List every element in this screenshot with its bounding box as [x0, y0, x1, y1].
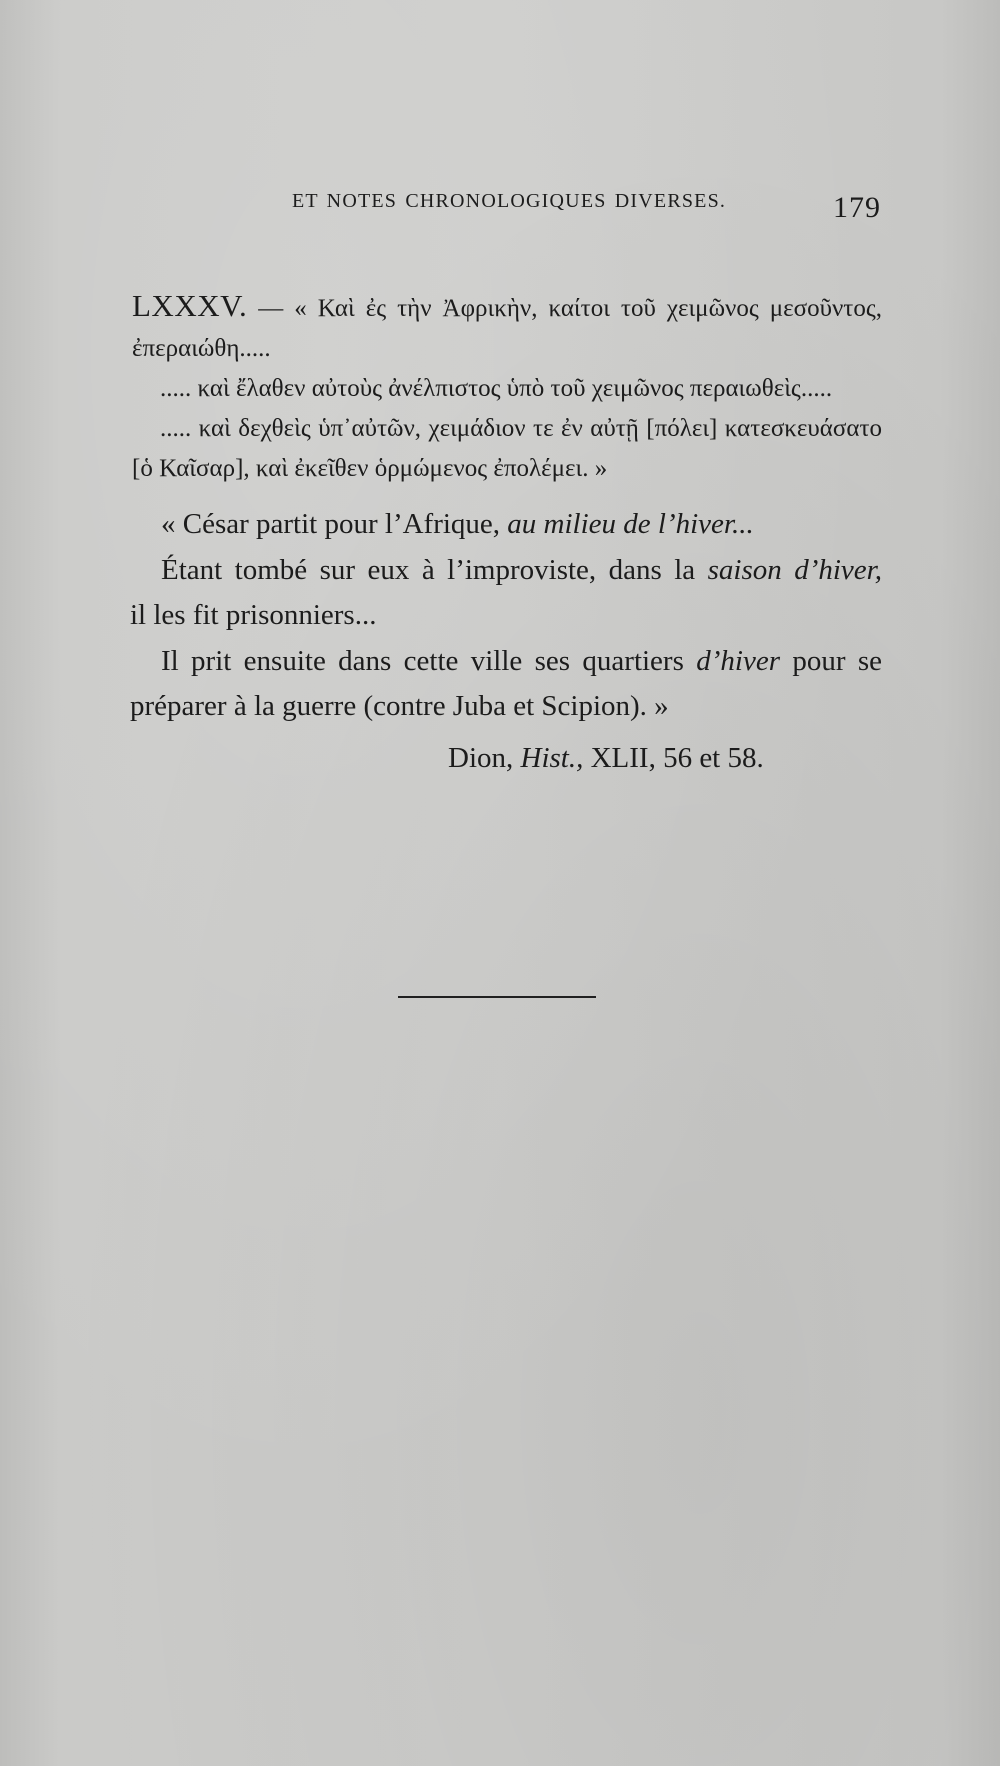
french-text-2: Étant tombé sur eux à l’improviste, dans la	[161, 553, 708, 586]
greek-line-4: ..... καὶ δεχθεὶς ὑπ᾽αὐτῶν, χειμάδιον τε ἐν αὐτῇ [πόλει] κατεσκευάσατο	[160, 415, 882, 442]
citation-work: Hist.,	[520, 741, 584, 774]
page-number: 179	[833, 191, 881, 224]
french-line-3: il les fit prisonniers...	[130, 599, 377, 631]
greek-line-3: ..... καὶ ἔλαθεν αὐτοὺς ἀνέλπιστος ὑπὸ τοῦ χειμῶνος περαιωθεὶς.....	[160, 375, 833, 402]
french-line-5: préparer à la guerre (contre Juba et Scipion). »	[130, 690, 669, 722]
french-translation	[130, 502, 882, 781]
french-line-4	[130, 639, 882, 685]
french-italic-2: saison d’hiver,	[707, 553, 882, 586]
french-line-1	[130, 502, 882, 548]
french-text-4b: pour se	[779, 644, 882, 677]
section-label: LXXXV.	[132, 288, 248, 323]
french-italic-4: d’hiver	[696, 644, 780, 677]
end-rule	[398, 996, 596, 998]
french-italic-1: au milieu de l’hiver...	[507, 508, 754, 540]
french-text-1: « César partit pour l’Afrique,	[161, 508, 508, 540]
greek-line-2: ἐπεραιώθη.....	[132, 335, 271, 362]
greek-text-1: — « Καὶ ἐς τὴν Ἀφρικὴν, καίτοι τοῦ χειμῶνος μεσοῦντος,	[258, 295, 882, 322]
french-line-2	[130, 548, 882, 594]
greek-line-5: [ὁ Καῖσαρ], καὶ ἐκεῖθεν ὁρμώμενος ἐπολέμει. »	[132, 455, 608, 482]
citation-author: Dion,	[448, 741, 521, 774]
greek-line-1	[132, 286, 882, 329]
french-text-4: Il prit ensuite dans cette ville ses quartiers	[161, 644, 697, 677]
running-head: ET NOTES CHRONOLOGIQUES DIVERSES.	[292, 190, 727, 212]
greek-quotation	[132, 286, 882, 489]
citation	[130, 736, 882, 782]
citation-reference: XLII, 56 et 58.	[583, 741, 764, 774]
